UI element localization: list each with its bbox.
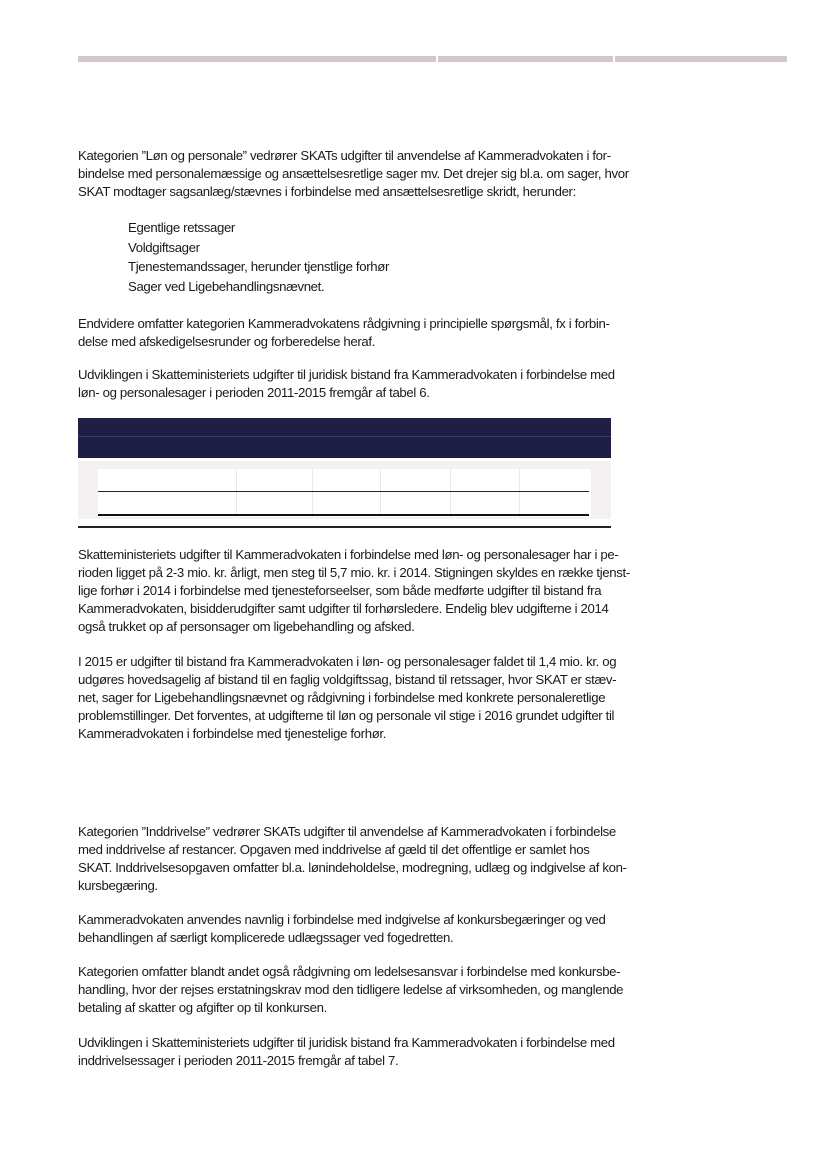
header-rule	[78, 56, 787, 62]
text-line: betaling af skatter og afgifter op til konkursen.	[78, 1000, 327, 1015]
text-line: Udviklingen i Skatteministeriets udgifter til juridisk bistand fra Kammeradvokaten i forbindelse med	[78, 1035, 615, 1050]
text-line: løn- og personalesager i perioden 2011-2015 fremgår af tabel 6.	[78, 385, 430, 400]
text-line: Kategorien ”Inddrivelse” vedrører SKATs udgifter til anvendelse af Kammeradvokaten i forbindelse	[78, 824, 616, 839]
text-line: rioden ligget på 2-3 mio. kr. årligt, men steg til 5,7 mio. kr. i 2014. Stigningen skyldes en række tjenst-	[78, 565, 630, 580]
case-type-list	[128, 218, 389, 296]
text-line: SKAT. Inddrivelsesopgaven omfatter bl.a. lønindeholdelse, modregning, udlæg og indgivelse af kon-	[78, 860, 627, 875]
table-total-rule	[98, 514, 589, 516]
text-line: inddrivelsessager i perioden 2011-2015 fremgår af tabel 7.	[78, 1053, 399, 1068]
paragraph-udvikling	[78, 546, 630, 636]
table-6	[78, 418, 611, 528]
text-line: Kategorien omfatter blandt andet også rådgivning om ledelsesansvar i forbindelse med konkursbe-	[78, 964, 621, 979]
column-separator	[312, 469, 313, 517]
paragraph-2015	[78, 653, 617, 743]
column-separator	[380, 469, 381, 517]
list-item: Voldgiftsager	[128, 239, 200, 255]
text-line: Kammeradvokaten, bisidderudgifter samt udgifter til forhørsledere. Endelig blev udgifterne i 2014	[78, 601, 609, 616]
text-line: I 2015 er udgifter til bistand fra Kammeradvokaten i løn- og personalesager faldet til 1,4 mio. kr. og	[78, 654, 617, 669]
paragraph-ledelsesansvar	[78, 963, 624, 1017]
header-rule-tick	[613, 56, 615, 62]
table-body	[78, 458, 611, 528]
text-line: delse med afskedigelsesrunder og forberedelse heraf.	[78, 334, 376, 349]
text-line: kursbegæring.	[78, 878, 158, 893]
text-line: net, sager for Ligebehandlingsnævnet og rådgivning i forbindelse med konkrete personaleretlige	[78, 690, 606, 705]
column-separator	[236, 469, 237, 517]
text-line: bindelse med personalemæssige og ansættelsesretlige sager mv. Det drejer sig bl.a. om sager, hvor	[78, 166, 629, 181]
text-line: behandlingen af særligt komplicerede udlægssager ved fogedretten.	[78, 930, 454, 945]
text-line: Kammeradvokaten i forbindelse med tjenestelige forhør.	[78, 726, 387, 741]
table-grid	[98, 469, 591, 517]
text-line: Skatteministeriets udgifter til Kammeradvokaten i forbindelse med løn- og personalesager har i pe-	[78, 547, 619, 562]
paragraph-konkurs	[78, 911, 613, 947]
paragraph-raadgivning	[78, 315, 613, 351]
inddrivelse-intro	[78, 823, 627, 895]
paragraph-tabel6-ref	[78, 366, 613, 402]
text-line: Kategorien ”Løn og personale” vedrører SKATs udgifter til anvendelse af Kammeradvokaten i for-	[78, 148, 611, 163]
header-rule-tick	[436, 56, 438, 62]
text-line: lige forhør i 2014 i forbindelse med tjenesteforseelser, som både medførte udgifter til bistand fra	[78, 583, 602, 598]
text-line: med inddrivelse af restancer. Opgaven med inddrivelse af gæld til det offentlige er samlet hos	[78, 842, 590, 857]
text-line: handling, hvor der rejses erstatningskrav mod den tidligere ledelse af virksomheden, og manglende	[78, 982, 624, 997]
paragraph-tabel7-ref	[78, 1034, 613, 1070]
column-separator	[519, 469, 520, 517]
loen-personale-intro	[78, 147, 629, 201]
text-line: SKAT modtager sagsanlæg/stævnes i forbindelse med ansættelsesretlige skridt, herunder:	[78, 184, 576, 199]
list-item: Egentlige retssager	[128, 220, 235, 235]
text-line: udgøres hovedsagelig af bistand til en faglig voldgiftssag, bistand til retssager, hvor SKAT er stæv-	[78, 672, 617, 687]
list-item: Sager ved Ligebehandlingsnævnet.	[128, 278, 325, 294]
text-line: Udviklingen i Skatteministeriets udgifter til juridisk bistand fra Kammeradvokaten i forbindelse med	[78, 367, 615, 382]
text-line: også trukket op af personsager om ligebehandling og afsked.	[78, 619, 415, 634]
text-line: Endvidere omfatter kategorien Kammeradvokatens rådgivning i principielle spørgsmål, fx i forbin-	[78, 316, 610, 331]
table-bottom-rule	[78, 526, 611, 528]
text-line: Kammeradvokaten anvendes navnlig i forbindelse med indgivelse af konkursbegæringer og ved	[78, 912, 606, 927]
text-line: problemstillinger. Det forventes, at udgifterne til løn og personale vil stige i 2016 grundet udgifter til	[78, 708, 615, 723]
column-separator	[450, 469, 451, 517]
list-item: Tjenestemandssager, herunder tjenstlige forhør	[128, 259, 389, 274]
table-header	[78, 418, 611, 458]
table-row-rule	[98, 491, 589, 492]
table-header-divider	[78, 436, 611, 437]
